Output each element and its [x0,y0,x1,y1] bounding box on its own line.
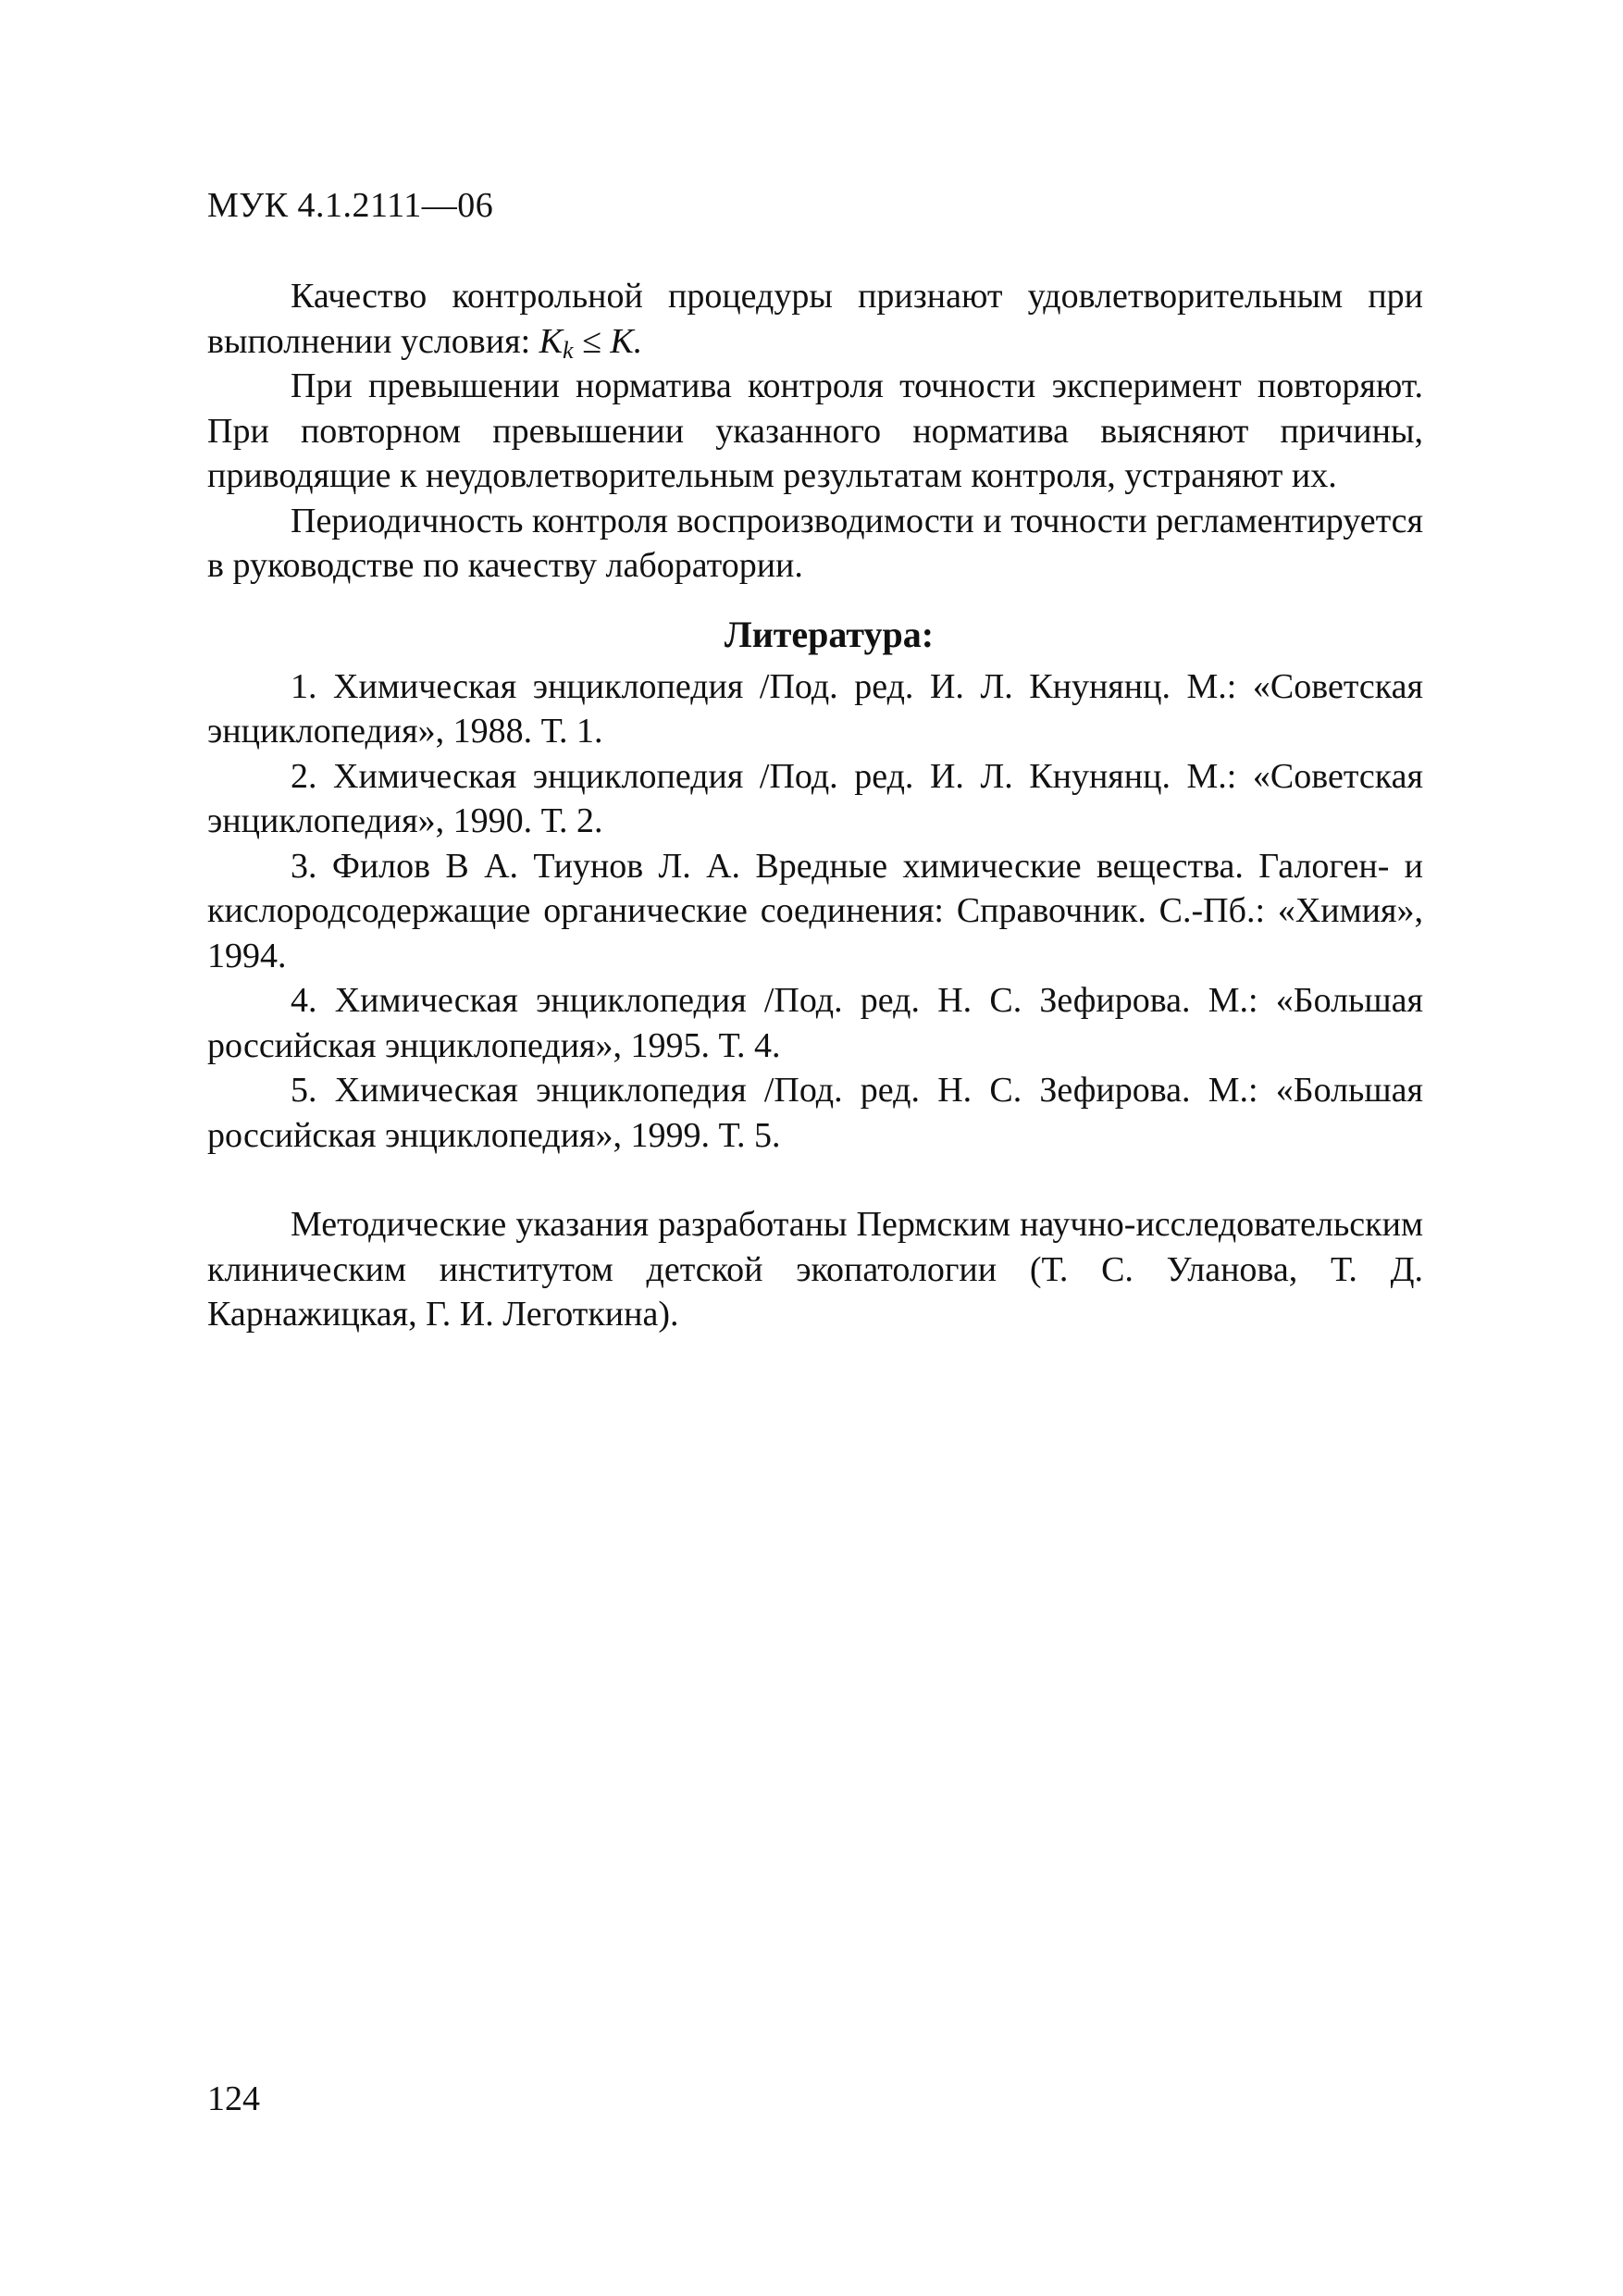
document-code: МУК 4.1.2111—06 [207,186,494,225]
paragraph-text: Качество контрольной процедуры признают удовлетворительным при выполнении условия: [207,277,1423,361]
literature-list [207,664,1423,1159]
literature-item: 1. Химическая энциклопедия /Под. ред. И. Л. Кнунянц. М.: «Советская энциклопедия», 1988. Т. 1. [207,666,1423,751]
literature-item: 5. Химическая энциклопедия /Под. ред. Н. С. Зефирова. М.: «Большая российская энциклопедия», 1999. Т. 5. [207,1071,1423,1155]
formula-main: K [539,321,563,361]
literature-item: 4. Химическая энциклопедия /Под. ред. Н. С. Зефирова. М.: «Большая российская энциклопедия», 1995. Т. 4. [207,981,1423,1065]
literature-item: 3. Филов В А. Тиунов Л. А. Вредные химические вещества. Галоген- и кислородсодержащие органические соединения: Справочник. С.-Пб.: «Химия», 1994. [207,846,1423,975]
formula [539,321,643,364]
authors-note: Методические указания разработаны Пермским научно-исследовательским клиническим институтом детской экопатологии (Т. С. Уланова, Т. Д. Карнажицкая, Г. И. Леготкина). [207,1205,1423,1334]
paragraph-exceedance: При превышении норматива контроля точности эксперимент повторяют. При повторном превышении указанного норматива выясняют причины, приводящие к неудовлетворительным результатам контроля, устраняют их. [207,366,1423,495]
paragraph-periodicity: Периодичность контроля воспроизводимости и точности регламентируется в руководстве по качеству лаборатории. [207,501,1423,585]
formula-rest: ≤ K. [573,321,643,361]
formula-subscript: k [562,336,574,364]
literature-title: Литература: [724,613,935,655]
page-content [207,274,1423,1337]
literature-item: 2. Химическая энциклопедия /Под. ред. И. Л. Кнунянц. М.: «Советская энциклопедия», 1990. Т. 2. [207,756,1423,840]
page-number: 124 [207,2079,260,2118]
paragraph-quality-criterion [207,274,1423,364]
